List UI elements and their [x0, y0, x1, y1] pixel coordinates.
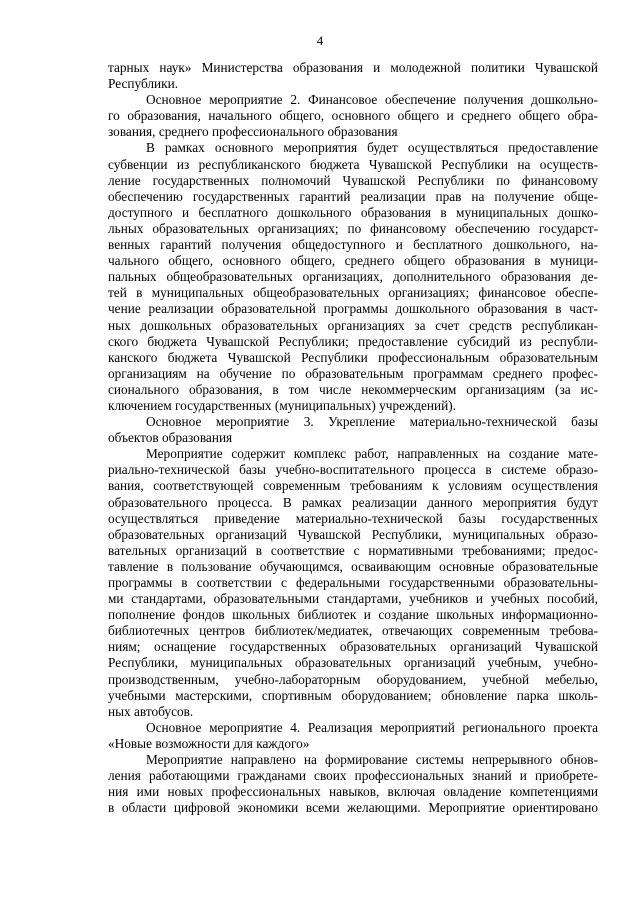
text-line: в области цифровой экономики всеми желающими. Мероприятие ориентировано	[108, 800, 598, 816]
text-line: Республики, муниципальных образовательных организаций учебным, учебно-	[108, 655, 598, 671]
text-line: образовательного процесса. В рамках реализации данного мероприятия будут	[108, 494, 598, 510]
paragraph	[108, 446, 598, 720]
body-text	[108, 60, 598, 816]
text-line: учебными мастерскими, спортивным оборудованием; обновление парка школь-	[108, 687, 598, 703]
text-line: ных автобусов.	[108, 703, 194, 719]
text-line: чение реализации образовательной программы дошкольного образования в част-	[108, 301, 598, 317]
text-line: тарных наук» Министерства образования и молодежной политики Чувашской	[108, 60, 598, 75]
paragraph	[108, 60, 598, 92]
text-line: льных образовательных организациях; по финансовому обеспечению государст-	[108, 220, 598, 236]
text-line: осуществляться приведение материально-технической базы государственных	[108, 510, 598, 526]
text-line: го образования, начального общего, основного общего и среднего общего обра-	[108, 108, 598, 124]
page-number: 4	[316, 33, 324, 48]
text-line: ление государственных полномочий Чувашской Республики по финансовому	[108, 172, 598, 188]
paragraph	[108, 140, 598, 414]
paragraph	[108, 720, 598, 752]
text-line: тавление в пользование обучающимся, осваивающим основные образовательные	[108, 558, 598, 574]
text-line: объектов образования	[108, 430, 233, 446]
text-line: Основное мероприятие 2. Финансовое обеспечение получения дошкольно-	[146, 92, 598, 108]
paragraph	[108, 92, 598, 140]
text-line: ми стандартами, образовательными стандартами, учебников и учебных пособий,	[108, 591, 598, 607]
text-line: венных гарантий получения общедоступного и бесплатного дошкольного, на-	[108, 237, 598, 253]
paragraph	[108, 752, 598, 816]
text-line: ных дошкольных образовательных организациях за счет средств республикан-	[108, 317, 598, 333]
text-line: программы в соответствии с федеральными государственными образовательны-	[108, 575, 598, 590]
text-line: вания, соответствующей современным требованиям к условиям осуществления	[108, 478, 598, 494]
text-line: ниям; оснащение государственных образовательных организаций Чувашской	[108, 639, 598, 655]
text-line: Основное мероприятие 3. Укрепление материально-технической базы	[146, 414, 598, 430]
text-line: Республики.	[108, 76, 179, 92]
text-line: В рамках основного мероприятия будет осуществляться предоставление	[146, 140, 598, 156]
text-line: Мероприятие направлено на формирование системы непрерывного обнов-	[146, 752, 598, 768]
text-line: тей в муниципальных общеобразовательных организациях; финансовое обеспе-	[108, 285, 598, 301]
text-line: Мероприятие содержит комплекс работ, направленных на создание мате-	[146, 446, 598, 462]
text-line: организациям на обучение по образовательным программам среднего профес-	[108, 365, 598, 381]
text-line: риально-технической базы учебно-воспитательного процесса в системе образо-	[108, 462, 598, 478]
paragraph	[108, 414, 598, 446]
text-line: ления работающими гражданами своих профессиональных знаний и приобрете-	[108, 768, 598, 784]
text-line: ния ими новых профессиональных навыков, включая овладение компетенциями	[108, 784, 598, 800]
text-line: сионального образования, в том числе некоммерческим организациям (за ис-	[108, 381, 598, 397]
text-line: ского бюджета Чувашской Республики; предоставление субсидий из республи-	[108, 333, 598, 349]
text-line: чального общего, основного общего, среднего общего образования в муници-	[108, 253, 598, 269]
text-line: производственным, учебно-лабораторным оборудованием, учебной мебелью,	[108, 671, 598, 687]
text-line: образовательных организаций Чувашской Республики, муниципальных образо-	[108, 526, 598, 542]
text-line: ключением государственных (муниципальных) учреждений).	[108, 397, 456, 413]
text-line: библиотечных центров библиотек/медиатек, отвечающих современным требова-	[108, 623, 598, 639]
text-line: канского бюджета Чувашской Республики профессиональным образовательным	[108, 349, 598, 365]
text-line: доступного и бесплатного дошкольного образования в муниципальных дошко-	[108, 204, 598, 220]
text-line: субвенции из республиканского бюджета Чувашской Республики на осуществ-	[108, 156, 598, 172]
text-line: «Новые возможности для каждого»	[108, 735, 310, 751]
text-line: пальных общеобразовательных организациях, дополнительного образования де-	[108, 269, 598, 285]
text-line: пополнение фондов школьных библиотек и создание школьных информационно-	[108, 607, 598, 623]
text-line: Основное мероприятие 4. Реализация мероприятий регионального проекта	[146, 719, 598, 735]
text-line: вательных организаций в соответствие с нормативными требованиями; предос-	[108, 542, 598, 558]
text-line: обеспечению государственных гарантий реализации прав на получение обще-	[108, 188, 598, 204]
text-line: зования, среднего профессионального образования	[108, 124, 398, 140]
